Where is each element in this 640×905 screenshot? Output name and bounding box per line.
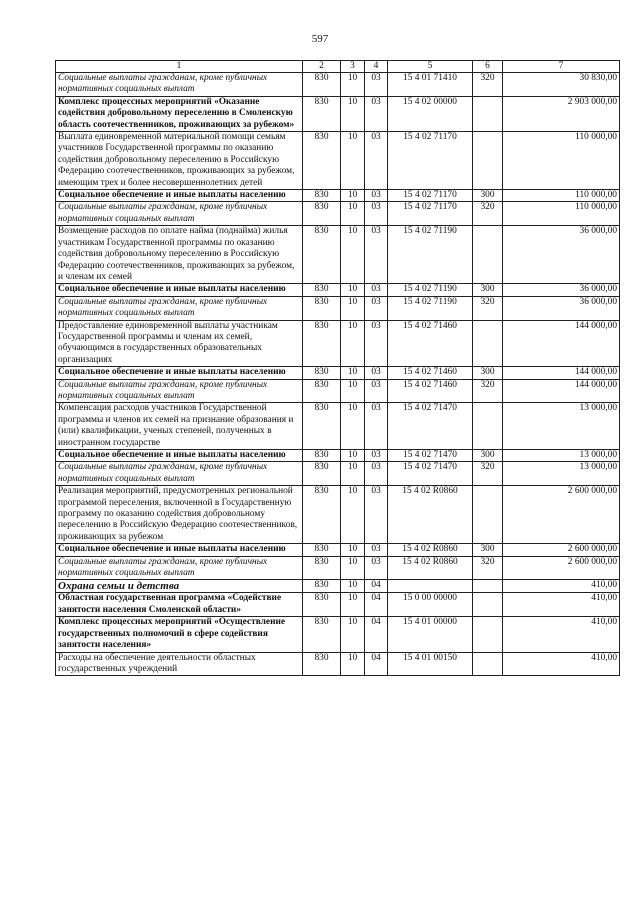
budget-table xyxy=(55,60,620,676)
row-amount: 410,00 xyxy=(503,617,620,652)
row-target-article: 15 4 01 00000 xyxy=(388,617,473,652)
row-expense-type xyxy=(473,226,503,284)
row-code-admin: 830 xyxy=(303,284,341,296)
row-code-subsection: 03 xyxy=(365,132,388,190)
table-row xyxy=(56,652,620,676)
row-description: Выплата единовременной материальной помощи семьям участников Государственной программы по оказанию содействия добровольному переселению в Российскую Федерацию соотечественников, проживающих за рубежом, имеющим трех и более несовершеннолетних детей xyxy=(56,132,303,190)
row-code-subsection: 04 xyxy=(365,580,388,593)
row-description: Комплекс процессных мероприятий «Осуществление государственных полномочий в сфере содействия занятости населения» xyxy=(56,617,303,652)
row-description: Возмещение расходов по оплате найма (поднайма) жилья участникам Государственной программы по оказанию содействия добровольному переселению в Российскую Федерацию соотечественников, проживающих за рубежом, и членам их семей xyxy=(56,226,303,284)
row-code-section: 10 xyxy=(341,652,365,676)
row-expense-type: 300 xyxy=(473,544,503,556)
table-row xyxy=(56,296,620,320)
row-code-subsection: 03 xyxy=(365,296,388,320)
row-code-admin: 830 xyxy=(303,132,341,190)
row-target-article xyxy=(388,580,473,593)
row-description: Социальное обеспечение и иные выплаты населению xyxy=(56,544,303,556)
column-header: 6 xyxy=(473,61,503,73)
row-expense-type: 320 xyxy=(473,379,503,403)
row-description: Социальные выплаты гражданам, кроме публичных нормативных социальных выплат xyxy=(56,379,303,403)
row-code-admin: 830 xyxy=(303,73,341,97)
row-target-article: 15 4 01 71410 xyxy=(388,73,473,97)
row-description: Компенсация расходов участников Государственной программы и членов их семей на признание образования и (или) квалификации, ученых степеней, полученных в иностранном государстве xyxy=(56,403,303,450)
row-expense-type: 320 xyxy=(473,556,503,580)
row-code-admin: 830 xyxy=(303,652,341,676)
row-code-section: 10 xyxy=(341,132,365,190)
row-amount: 410,00 xyxy=(503,593,620,617)
row-amount: 13 000,00 xyxy=(503,450,620,462)
row-amount: 110 000,00 xyxy=(503,190,620,202)
row-code-subsection: 03 xyxy=(365,367,388,379)
row-code-admin: 830 xyxy=(303,296,341,320)
table-row xyxy=(56,403,620,450)
row-description: Областная государственная программа «Содействие занятости населения Смоленской области» xyxy=(56,593,303,617)
row-amount: 2 600 000,00 xyxy=(503,556,620,580)
table-row xyxy=(56,593,620,617)
row-expense-type xyxy=(473,593,503,617)
row-description: Социальные выплаты гражданам, кроме публичных нормативных социальных выплат xyxy=(56,202,303,226)
row-amount: 2 600 000,00 xyxy=(503,544,620,556)
row-code-section: 10 xyxy=(341,296,365,320)
row-target-article: 15 4 02 71190 xyxy=(388,226,473,284)
row-code-section: 10 xyxy=(341,379,365,403)
row-code-section: 10 xyxy=(341,617,365,652)
table-row xyxy=(56,96,620,131)
row-code-subsection: 03 xyxy=(365,226,388,284)
row-code-section: 10 xyxy=(341,320,365,367)
row-expense-type xyxy=(473,132,503,190)
row-code-section: 10 xyxy=(341,190,365,202)
row-amount: 410,00 xyxy=(503,580,620,593)
row-code-section: 10 xyxy=(341,486,365,544)
row-code-admin: 830 xyxy=(303,462,341,486)
row-amount: 30 830,00 xyxy=(503,73,620,97)
row-target-article: 15 4 02 71470 xyxy=(388,450,473,462)
row-amount: 2 600 000,00 xyxy=(503,486,620,544)
row-code-subsection: 03 xyxy=(365,202,388,226)
row-description: Предоставление единовременной выплаты участникам Государственной программы и членам их семей, обучающимся в государственных образовательных организациях xyxy=(56,320,303,367)
row-code-admin: 830 xyxy=(303,226,341,284)
row-code-subsection: 03 xyxy=(365,556,388,580)
row-amount: 13 000,00 xyxy=(503,462,620,486)
table-row xyxy=(56,462,620,486)
row-code-subsection: 03 xyxy=(365,462,388,486)
table-row xyxy=(56,544,620,556)
row-expense-type: 320 xyxy=(473,296,503,320)
row-target-article: 15 4 02 R0860 xyxy=(388,486,473,544)
row-code-admin: 830 xyxy=(303,367,341,379)
row-expense-type xyxy=(473,580,503,593)
row-code-section: 10 xyxy=(341,544,365,556)
row-code-admin: 830 xyxy=(303,202,341,226)
row-target-article: 15 4 02 71460 xyxy=(388,379,473,403)
column-header: 1 xyxy=(56,61,303,73)
row-amount: 36 000,00 xyxy=(503,284,620,296)
row-code-section: 10 xyxy=(341,593,365,617)
row-target-article: 15 4 02 71190 xyxy=(388,284,473,296)
row-target-article: 15 0 00 00000 xyxy=(388,593,473,617)
row-expense-type: 300 xyxy=(473,367,503,379)
row-code-subsection: 03 xyxy=(365,284,388,296)
row-description: Социальные выплаты гражданам, кроме публичных нормативных социальных выплат xyxy=(56,296,303,320)
row-code-admin: 830 xyxy=(303,486,341,544)
table-row xyxy=(56,367,620,379)
table-row xyxy=(56,450,620,462)
row-code-subsection: 03 xyxy=(365,544,388,556)
table-row xyxy=(56,132,620,190)
table-row xyxy=(56,320,620,367)
table-row xyxy=(56,379,620,403)
row-expense-type: 300 xyxy=(473,190,503,202)
table-row xyxy=(56,190,620,202)
row-target-article: 15 4 02 71460 xyxy=(388,367,473,379)
table-row xyxy=(56,617,620,652)
table-row xyxy=(56,226,620,284)
row-code-admin: 830 xyxy=(303,96,341,131)
row-target-article: 15 4 02 71170 xyxy=(388,202,473,226)
row-code-section: 10 xyxy=(341,403,365,450)
header-row xyxy=(56,61,620,73)
row-expense-type: 320 xyxy=(473,73,503,97)
row-code-admin: 830 xyxy=(303,593,341,617)
row-amount: 144 000,00 xyxy=(503,367,620,379)
row-expense-type: 300 xyxy=(473,284,503,296)
row-code-subsection: 04 xyxy=(365,593,388,617)
row-target-article: 15 4 02 71170 xyxy=(388,190,473,202)
row-code-subsection: 03 xyxy=(365,73,388,97)
row-code-section: 10 xyxy=(341,73,365,97)
row-amount: 144 000,00 xyxy=(503,320,620,367)
row-amount: 36 000,00 xyxy=(503,296,620,320)
row-code-section: 10 xyxy=(341,202,365,226)
row-target-article: 15 4 01 00150 xyxy=(388,652,473,676)
row-code-section: 10 xyxy=(341,96,365,131)
row-expense-type xyxy=(473,652,503,676)
row-target-article: 15 4 02 71190 xyxy=(388,296,473,320)
row-description: Социальные выплаты гражданам, кроме публичных нормативных социальных выплат xyxy=(56,73,303,97)
row-code-subsection: 04 xyxy=(365,617,388,652)
row-code-admin: 830 xyxy=(303,320,341,367)
column-header: 4 xyxy=(365,61,388,73)
row-code-admin: 830 xyxy=(303,556,341,580)
row-description: Социальное обеспечение и иные выплаты населению xyxy=(56,450,303,462)
table-row xyxy=(56,580,620,593)
row-code-admin: 830 xyxy=(303,544,341,556)
row-amount: 144 000,00 xyxy=(503,379,620,403)
table-row xyxy=(56,202,620,226)
row-description: Социальные выплаты гражданам, кроме публичных нормативных социальных выплат xyxy=(56,556,303,580)
row-amount: 2 903 000,00 xyxy=(503,96,620,131)
row-expense-type: 320 xyxy=(473,462,503,486)
row-code-subsection: 03 xyxy=(365,190,388,202)
row-code-admin: 830 xyxy=(303,403,341,450)
row-code-subsection: 03 xyxy=(365,403,388,450)
row-amount: 410,00 xyxy=(503,652,620,676)
row-code-admin: 830 xyxy=(303,617,341,652)
row-expense-type xyxy=(473,403,503,450)
row-target-article: 15 4 02 00000 xyxy=(388,96,473,131)
column-header: 2 xyxy=(303,61,341,73)
row-code-section: 10 xyxy=(341,284,365,296)
page-number: 597 xyxy=(311,33,329,45)
column-header: 7 xyxy=(503,61,620,73)
row-code-subsection: 03 xyxy=(365,486,388,544)
table-body xyxy=(56,73,620,676)
row-code-admin: 830 xyxy=(303,379,341,403)
row-description: Социальное обеспечение и иные выплаты населению xyxy=(56,190,303,202)
row-description: Реализация мероприятий, предусмотренных региональной программой переселения, включенной в Государственную программу по оказанию содействия добровольному переселению в Российскую Федерацию соотечественников, проживающих за рубежом xyxy=(56,486,303,544)
row-code-subsection: 04 xyxy=(365,652,388,676)
row-code-subsection: 03 xyxy=(365,96,388,131)
row-expense-type xyxy=(473,486,503,544)
row-target-article: 15 4 02 R0860 xyxy=(388,556,473,580)
table-row xyxy=(56,556,620,580)
row-expense-type xyxy=(473,320,503,367)
table-row xyxy=(56,284,620,296)
row-expense-type: 300 xyxy=(473,450,503,462)
row-code-admin: 830 xyxy=(303,580,341,593)
table-row xyxy=(56,486,620,544)
row-amount: 13 000,00 xyxy=(503,403,620,450)
row-target-article: 15 4 02 71460 xyxy=(388,320,473,367)
row-amount: 36 000,00 xyxy=(503,226,620,284)
column-header: 5 xyxy=(388,61,473,73)
row-description: Социальные выплаты гражданам, кроме публичных нормативных социальных выплат xyxy=(56,462,303,486)
row-description: Социальное обеспечение и иные выплаты населению xyxy=(56,284,303,296)
row-expense-type xyxy=(473,617,503,652)
row-target-article: 15 4 02 71170 xyxy=(388,132,473,190)
row-target-article: 15 4 02 71470 xyxy=(388,462,473,486)
row-target-article: 15 4 02 71470 xyxy=(388,403,473,450)
row-amount: 110 000,00 xyxy=(503,132,620,190)
row-code-admin: 830 xyxy=(303,450,341,462)
row-description: Расходы на обеспечение деятельности областных государственных учреждений xyxy=(56,652,303,676)
row-code-subsection: 03 xyxy=(365,320,388,367)
row-amount: 110 000,00 xyxy=(503,202,620,226)
row-code-section: 10 xyxy=(341,462,365,486)
row-description: Социальное обеспечение и иные выплаты населению xyxy=(56,367,303,379)
row-target-article: 15 4 02 R0860 xyxy=(388,544,473,556)
row-description: Охрана семьи и детства xyxy=(56,580,303,593)
row-code-section: 10 xyxy=(341,556,365,580)
row-expense-type xyxy=(473,96,503,131)
row-expense-type: 320 xyxy=(473,202,503,226)
row-code-section: 10 xyxy=(341,580,365,593)
row-code-section: 10 xyxy=(341,450,365,462)
row-code-admin: 830 xyxy=(303,190,341,202)
row-description: Комплекс процессных мероприятий «Оказание содействия добровольному переселению в Смоленскую область соотечественников, проживающих за рубежом» xyxy=(56,96,303,131)
row-code-subsection: 03 xyxy=(365,450,388,462)
row-code-subsection: 03 xyxy=(365,379,388,403)
column-header: 3 xyxy=(341,61,365,73)
table-row xyxy=(56,73,620,97)
row-code-section: 10 xyxy=(341,367,365,379)
row-code-section: 10 xyxy=(341,226,365,284)
